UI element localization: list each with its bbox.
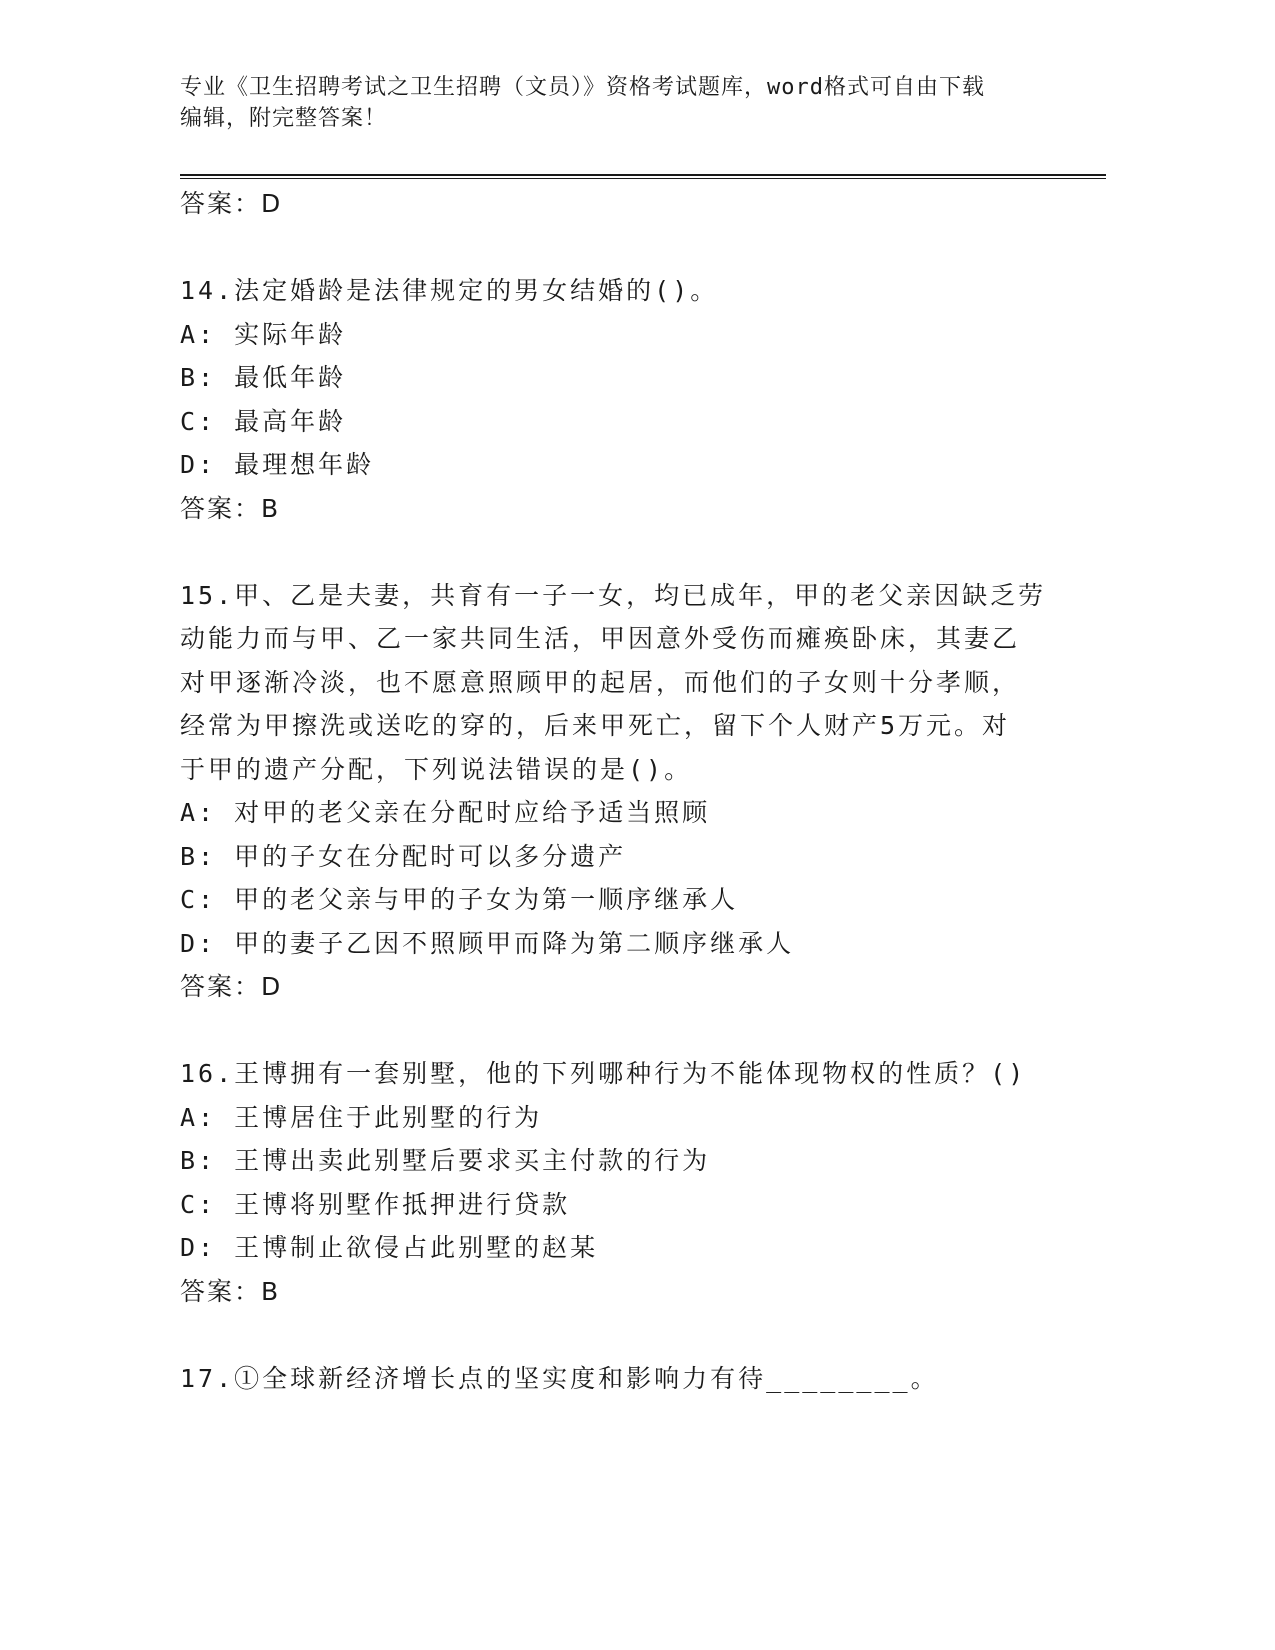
- header-divider-thick: [180, 174, 1106, 176]
- spacer: [180, 530, 1060, 574]
- question-14: [180, 269, 1060, 530]
- option-d: D: 最理想年龄: [180, 450, 375, 479]
- question-stem-line: 15.甲、乙是夫妻，共育有一子一女，均已成年，甲的老父亲因缺乏劳: [180, 580, 1047, 610]
- question-stem: 17.①全球新经济增长点的坚实度和影响力有待________。: [180, 1363, 939, 1393]
- spacer: [180, 1009, 1060, 1053]
- question-stem-line: 于甲的遗产分配，下列说法错误的是()。: [180, 754, 693, 784]
- question-stem-line: 动能力而与甲、乙一家共同生活，甲因意外受伤而瘫痪卧床，其妻乙: [180, 624, 1021, 653]
- question-stem-line: 对甲逐渐冷淡，也不愿意照顾甲的起居，而他们的子女则十分孝顺，: [180, 667, 1021, 697]
- option-c: C: 甲的老父亲与甲的子女为第一顺序继承人: [180, 885, 739, 914]
- option-a: A: 王博居住于此别墅的行为: [180, 1102, 543, 1132]
- question-17: [180, 1357, 1060, 1401]
- answer-line: 答案：B: [180, 493, 281, 523]
- option-b: B: 王博出卖此别墅后要求买主付款的行为: [180, 1146, 711, 1175]
- option-b: B: 最低年龄: [180, 363, 347, 392]
- option-b: B: 甲的子女在分配时可以多分遗产: [180, 841, 627, 871]
- question-16: [180, 1052, 1060, 1313]
- header-title-line-1: 专业《卫生招聘考试之卫生招聘（文员）》资格考试题库，word格式可自由下载: [180, 75, 985, 100]
- spacer: [180, 226, 1060, 270]
- question-stem: 16.王博拥有一套别墅，他的下列哪种行为不能体现物权的性质？(): [180, 1059, 1027, 1088]
- question-15: [180, 574, 1060, 1009]
- option-c: C: 王博将别墅作抵押进行贷款: [180, 1189, 571, 1219]
- previous-answer: 答案：D: [180, 189, 283, 218]
- header-divider-thin: [180, 178, 1106, 179]
- option-d: D: 王博制止欲侵占此别墅的赵某: [180, 1233, 599, 1262]
- option-a: A: 对甲的老父亲在分配时应给予适当照顾: [180, 798, 711, 827]
- answer-line: 答案：B: [180, 1276, 281, 1306]
- question-stem: 14.法定婚龄是法律规定的男女结婚的()。: [180, 276, 719, 305]
- option-d: D: 甲的妻子乙因不照顾甲而降为第二顺序继承人: [180, 928, 795, 958]
- document-header: [180, 72, 1060, 134]
- question-list: [180, 182, 1060, 1400]
- option-a: A: 实际年龄: [180, 319, 347, 349]
- question-stem-line: 经常为甲擦洗或送吃的穿的，后来甲死亡，留下个人财产5万元。对: [180, 711, 1011, 740]
- spacer: [180, 1313, 1060, 1357]
- answer-line: 答案：D: [180, 972, 283, 1001]
- option-c: C: 最高年龄: [180, 406, 347, 436]
- header-title-line-2: 编辑，附完整答案！: [180, 106, 388, 131]
